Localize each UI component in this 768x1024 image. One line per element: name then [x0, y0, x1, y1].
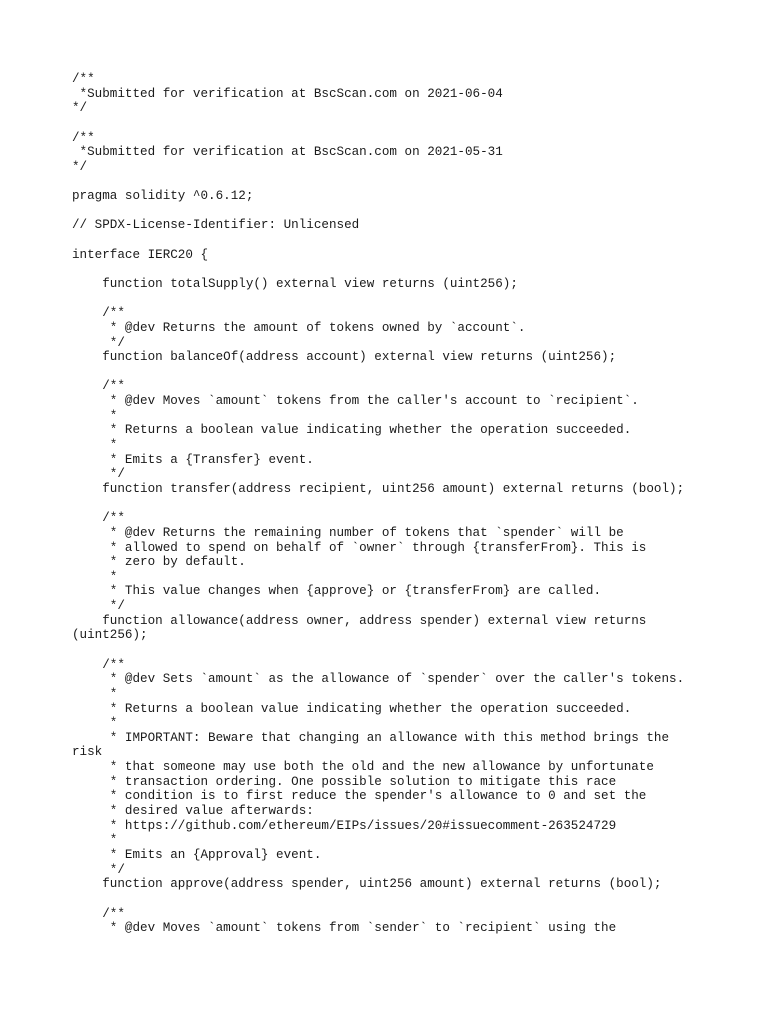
- blank-line: [72, 497, 732, 512]
- doc-comment-open-line: /**: [72, 906, 125, 921]
- doc-comment-line: * zero by default.: [72, 555, 246, 570]
- function-approve-line: function approve(address spender, uint256 amount) external returns (bool);: [72, 877, 662, 892]
- blank-line: [72, 174, 732, 189]
- blank-line: [72, 233, 732, 248]
- doc-comment-line: * Returns a boolean value indicating whether the operation succeeded.: [72, 701, 632, 716]
- doc-comment-line: * @dev Moves `amount` tokens from the caller's account to `recipient`.: [72, 394, 639, 409]
- source-code-document: [72, 72, 732, 936]
- function-allowance-line: function allowance(address owner, address spender) external view returns: [72, 613, 647, 628]
- pragma-line: pragma solidity ^0.6.12;: [72, 189, 254, 204]
- doc-comment-line: * @dev Returns the remaining number of tokens that `spender` will be: [72, 525, 624, 540]
- blank-line: [72, 262, 732, 277]
- doc-comment-open-line: /**: [72, 306, 125, 321]
- doc-comment-line: *: [72, 686, 118, 701]
- blank-line: [72, 643, 732, 658]
- function-total-supply-line: function totalSupply() external view returns (uint256);: [72, 276, 518, 291]
- function-balance-of-line: function balanceOf(address account) external view returns (uint256);: [72, 350, 617, 365]
- blank-line: [72, 292, 732, 307]
- doc-comment-line: *: [72, 833, 118, 848]
- interface-declaration-line: interface IERC20 {: [72, 247, 209, 262]
- comment-close-line: */: [72, 159, 88, 174]
- doc-comment-open-line: /**: [72, 657, 125, 672]
- doc-comment-open-line: /**: [72, 511, 125, 526]
- doc-comment-close-line: */: [72, 467, 125, 482]
- doc-comment-line: *: [72, 569, 118, 584]
- doc-comment-line: * @dev Sets `amount` as the allowance of `spender` over the caller's tokens.: [72, 672, 685, 687]
- verification-note-line: *Submitted for verification at BscScan.com on 2021-05-31: [72, 145, 503, 160]
- verification-note-line: *Submitted for verification at BscScan.com on 2021-06-04: [72, 86, 503, 101]
- doc-comment-line: * Emits an {Approval} event.: [72, 847, 322, 862]
- doc-comment-close-line: */: [72, 862, 125, 877]
- comment-open-line: /**: [72, 72, 95, 86]
- doc-comment-line: *: [72, 408, 118, 423]
- doc-comment-line: *: [72, 438, 118, 453]
- doc-comment-line: * IMPORTANT: Beware that changing an allowance with this method brings the: [72, 730, 670, 745]
- doc-comment-line: * This value changes when {approve} or {transferFrom} are called.: [72, 584, 602, 599]
- comment-close-line: */: [72, 101, 88, 116]
- doc-comment-line: * that someone may use both the old and the new allowance by unfortunate: [72, 760, 654, 775]
- blank-line: [72, 892, 732, 907]
- doc-comment-line: * desired value afterwards:: [72, 804, 314, 819]
- doc-comment-line: *: [72, 716, 118, 731]
- wrapped-continuation-line: (uint256);: [72, 628, 148, 643]
- doc-comment-line: * Returns a boolean value indicating whether the operation succeeded.: [72, 423, 632, 438]
- blank-line: [72, 365, 732, 380]
- doc-comment-close-line: */: [72, 599, 125, 614]
- blank-line: [72, 116, 732, 131]
- doc-comment-close-line: */: [72, 335, 125, 350]
- doc-comment-line: * allowed to spend on behalf of `owner` through {transferFrom}. This is: [72, 540, 647, 555]
- function-transfer-line: function transfer(address recipient, uint256 amount) external returns (bool);: [72, 481, 685, 496]
- license-line: // SPDX-License-Identifier: Unlicensed: [72, 218, 360, 233]
- doc-comment-line: * transaction ordering. One possible solution to mitigate this race: [72, 774, 617, 789]
- comment-open-line: /**: [72, 130, 95, 145]
- doc-comment-line: * Emits a {Transfer} event.: [72, 452, 314, 467]
- doc-comment-open-line: /**: [72, 379, 125, 394]
- blank-line: [72, 204, 732, 219]
- doc-comment-url-line: * https://github.com/ethereum/EIPs/issues/20#issuecomment-263524729: [72, 818, 617, 833]
- doc-comment-line: * condition is to first reduce the spender's allowance to 0 and set the: [72, 789, 647, 804]
- doc-comment-line: * @dev Moves `amount` tokens from `sender` to `recipient` using the: [72, 921, 617, 936]
- wrapped-continuation-line: risk: [72, 745, 103, 760]
- doc-comment-line: * @dev Returns the amount of tokens owned by `account`.: [72, 320, 526, 335]
